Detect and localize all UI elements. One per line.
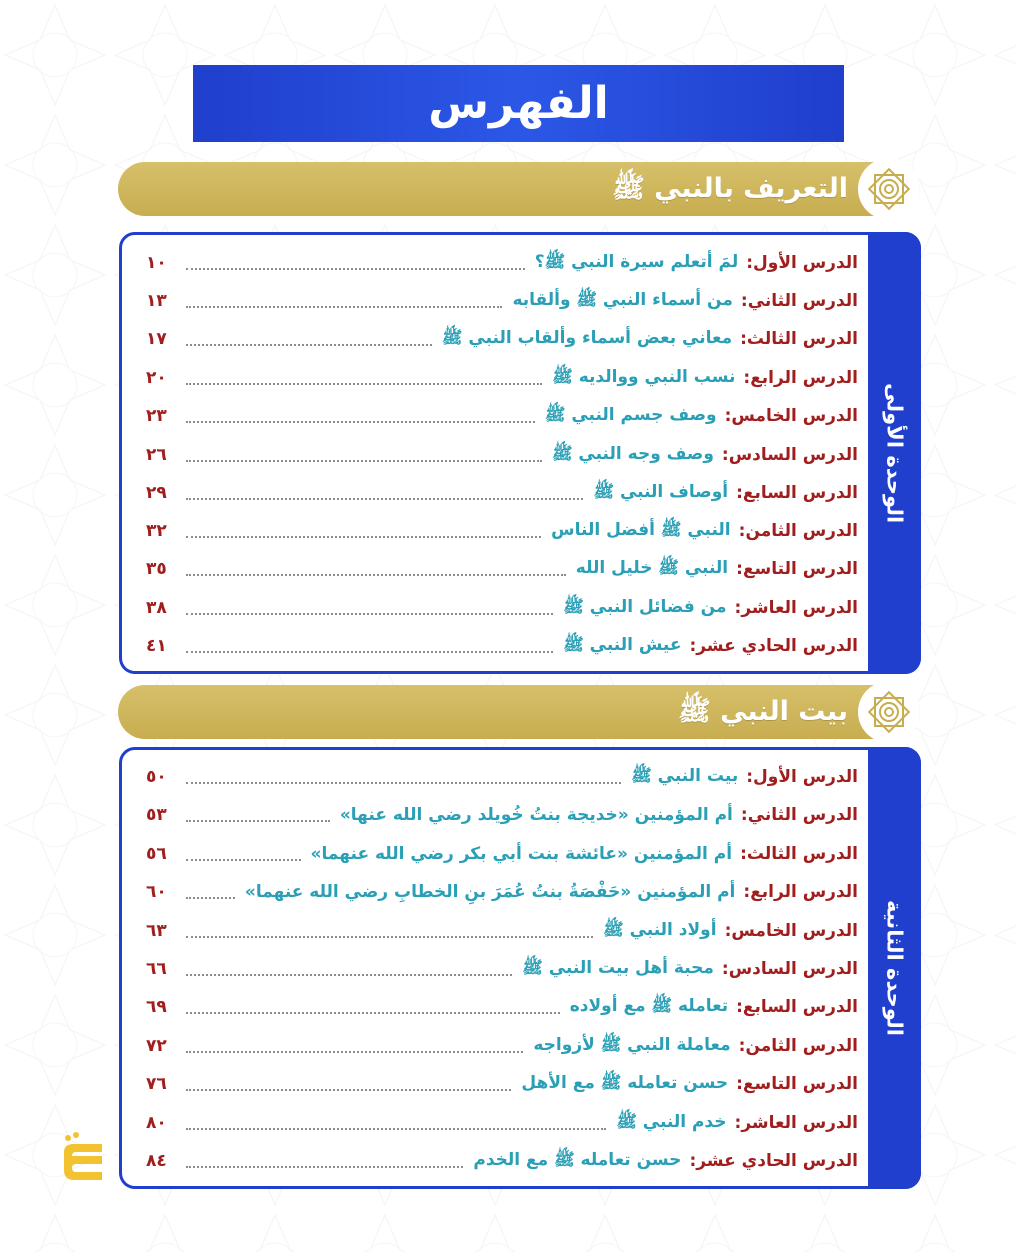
toc-entry[interactable] bbox=[146, 1108, 858, 1138]
toc-entry[interactable] bbox=[146, 516, 858, 546]
lesson-title: حسن تعامله ﷺ مع الخدم bbox=[473, 1149, 682, 1170]
toc-entry[interactable] bbox=[146, 839, 858, 869]
lesson-label: الدرس الرابع: bbox=[743, 882, 858, 902]
lesson-title: خدم النبي ﷺ bbox=[616, 1111, 727, 1132]
lesson-title: عيش النبي ﷺ bbox=[563, 634, 682, 655]
rosette-icon bbox=[858, 681, 920, 743]
unit-2-banner bbox=[118, 685, 920, 739]
lesson-label: الدرس الحادي عشر: bbox=[689, 636, 858, 656]
leader-dots bbox=[186, 935, 593, 938]
leader-dots bbox=[186, 382, 542, 385]
toc-entry[interactable] bbox=[146, 440, 858, 470]
leader-dots bbox=[186, 650, 553, 653]
lesson-label: الدرس الخامس: bbox=[724, 921, 858, 941]
toc-entry[interactable] bbox=[146, 1031, 858, 1061]
page-number: ٢٠ bbox=[146, 368, 167, 388]
page-title-box bbox=[193, 65, 844, 142]
lesson-label: الدرس الحادي عشر: bbox=[689, 1151, 858, 1171]
lesson-label: الدرس السادس: bbox=[721, 959, 858, 979]
lesson-title: النبي ﷺ أفضل الناس bbox=[551, 519, 731, 540]
lesson-title: من فضائل النبي ﷺ bbox=[563, 596, 727, 617]
lesson-title: محبة أهل بيت النبي ﷺ bbox=[522, 957, 714, 978]
publisher-logo bbox=[58, 1132, 108, 1188]
page-number: ٣٥ bbox=[146, 559, 167, 579]
unit-2-side-label: الوحدة الثانية bbox=[882, 900, 907, 1036]
page-number: ٥٠ bbox=[146, 767, 167, 787]
lesson-label: الدرس الثالث: bbox=[740, 329, 858, 349]
lesson-title: أم المؤمنين «عائشة بنت أبي بكر رضي الله عنهما» bbox=[310, 844, 733, 864]
leader-dots bbox=[186, 459, 542, 462]
toc-entry[interactable] bbox=[146, 363, 858, 393]
lesson-label: الدرس التاسع: bbox=[736, 559, 858, 579]
page-title: الفهرس bbox=[428, 78, 609, 129]
lesson-title: النبي ﷺ خليل الله bbox=[575, 557, 729, 578]
toc-entry[interactable] bbox=[146, 954, 858, 984]
page-number: ٦٦ bbox=[146, 959, 167, 979]
page-number: ٧٦ bbox=[146, 1074, 167, 1094]
toc-entry[interactable] bbox=[146, 401, 858, 431]
leader-dots bbox=[186, 1127, 606, 1130]
page-number: ٢٣ bbox=[146, 406, 167, 426]
page-number: ٨٤ bbox=[146, 1151, 167, 1171]
toc-entry[interactable] bbox=[146, 762, 858, 792]
lesson-title: وصف وجه النبي ﷺ bbox=[551, 443, 714, 464]
unit-1-side-label: الوحدة الأولى bbox=[882, 382, 907, 524]
page-number: ١٠ bbox=[146, 253, 167, 273]
lesson-label: الدرس الثامن: bbox=[738, 521, 858, 541]
toc-entry[interactable] bbox=[146, 631, 858, 661]
page-number: ٦٠ bbox=[146, 882, 167, 902]
page-number: ٥٣ bbox=[146, 805, 167, 825]
toc-entry[interactable] bbox=[146, 324, 858, 354]
lesson-title: أولاد النبي ﷺ bbox=[603, 919, 717, 940]
lesson-title: أوصاف النبي ﷺ bbox=[593, 481, 729, 502]
lesson-label: الدرس الثالث: bbox=[740, 844, 858, 864]
leader-dots bbox=[186, 781, 621, 784]
page-number: ٤١ bbox=[146, 636, 167, 656]
leader-dots bbox=[186, 535, 541, 538]
rosette-icon bbox=[858, 158, 920, 220]
page-number: ٢٦ bbox=[146, 445, 167, 465]
toc-entry[interactable] bbox=[146, 1069, 858, 1099]
toc-entry[interactable] bbox=[146, 248, 858, 278]
lesson-title: نسب النبي ووالديه ﷺ bbox=[552, 366, 736, 387]
page-number: ٦٩ bbox=[146, 997, 167, 1017]
lesson-title: أم المؤمنين «حَفْصَةُ بنتُ عُمَرَ بنِ الخطابِ رضي الله عنهما» bbox=[244, 882, 736, 902]
leader-dots bbox=[186, 573, 566, 576]
unit-2-box bbox=[119, 747, 921, 1189]
toc-entry[interactable] bbox=[146, 877, 858, 907]
leader-dots bbox=[186, 973, 512, 976]
lesson-title: لمَ أتعلم سيرة النبي ﷺ؟ bbox=[534, 251, 739, 272]
leader-dots bbox=[186, 1165, 463, 1168]
leader-dots bbox=[186, 1011, 560, 1014]
leader-dots bbox=[186, 896, 235, 899]
lesson-label: الدرس الأول: bbox=[746, 253, 858, 273]
lesson-label: الدرس الأول: bbox=[746, 767, 858, 787]
lesson-label: الدرس السابع: bbox=[736, 483, 858, 503]
leader-dots bbox=[186, 1050, 523, 1053]
lesson-title: معاني بعض أسماء وألقاب النبي ﷺ bbox=[441, 327, 733, 348]
page-number: ٣٨ bbox=[146, 598, 167, 618]
page-number: ٧٢ bbox=[146, 1036, 167, 1056]
unit-1-side-tab bbox=[868, 232, 921, 674]
lesson-label: الدرس الرابع: bbox=[743, 368, 858, 388]
unit-1-banner bbox=[118, 162, 920, 216]
unit-1-box bbox=[119, 232, 921, 674]
leader-dots bbox=[186, 612, 553, 615]
toc-entry[interactable] bbox=[146, 800, 858, 830]
lesson-title: من أسماء النبي ﷺ وألقابه bbox=[512, 289, 733, 310]
toc-entry[interactable] bbox=[146, 992, 858, 1022]
leader-dots bbox=[186, 858, 301, 861]
lesson-label: الدرس الثاني: bbox=[740, 805, 858, 825]
page-number: ٨٠ bbox=[146, 1113, 167, 1133]
toc-entry[interactable] bbox=[146, 916, 858, 946]
lesson-title: تعامله ﷺ مع أولاده bbox=[569, 995, 729, 1016]
leader-dots bbox=[186, 497, 583, 500]
lesson-label: الدرس السابع: bbox=[736, 997, 858, 1017]
page-number: ٦٣ bbox=[146, 921, 167, 941]
leader-dots bbox=[186, 305, 502, 308]
lesson-label: الدرس الثاني: bbox=[740, 291, 858, 311]
unit-1-title: التعريف بالنبي ﷺ bbox=[612, 173, 848, 204]
unit-2-side-tab bbox=[868, 747, 921, 1189]
lesson-title: حسن تعامله ﷺ مع الأهل bbox=[521, 1072, 729, 1093]
lesson-label: الدرس التاسع: bbox=[736, 1074, 858, 1094]
page-number: ٢٩ bbox=[146, 483, 167, 503]
toc-entry[interactable] bbox=[146, 1146, 858, 1176]
leader-dots bbox=[186, 819, 330, 822]
lesson-title: معاملة النبي ﷺ لأزواجه bbox=[533, 1034, 731, 1055]
page-number: ١٧ bbox=[146, 329, 167, 349]
lesson-label: الدرس العاشر: bbox=[734, 1113, 858, 1133]
page-number: ٥٦ bbox=[146, 844, 167, 864]
lesson-title: وصف جسم النبي ﷺ bbox=[544, 404, 717, 425]
lesson-title: أم المؤمنين «خديجة بنتُ خُويلد رضي الله عنها» bbox=[339, 805, 733, 825]
leader-dots bbox=[186, 420, 535, 423]
unit-2-title: بيت النبي ﷺ bbox=[678, 696, 848, 727]
toc-entry[interactable] bbox=[146, 478, 858, 508]
leader-dots bbox=[186, 1088, 511, 1091]
page-number: ١٣ bbox=[146, 291, 167, 311]
lesson-label: الدرس العاشر: bbox=[734, 598, 858, 618]
lesson-label: الدرس الثامن: bbox=[738, 1036, 858, 1056]
leader-dots bbox=[186, 343, 432, 346]
page-number: ٣٢ bbox=[146, 521, 167, 541]
toc-entry[interactable] bbox=[146, 554, 858, 584]
toc-entry[interactable] bbox=[146, 593, 858, 623]
leader-dots bbox=[186, 267, 525, 270]
lesson-label: الدرس السادس: bbox=[721, 445, 858, 465]
lesson-title: بيت النبي ﷺ bbox=[631, 765, 739, 786]
toc-entry[interactable] bbox=[146, 286, 858, 316]
lesson-label: الدرس الخامس: bbox=[724, 406, 858, 426]
